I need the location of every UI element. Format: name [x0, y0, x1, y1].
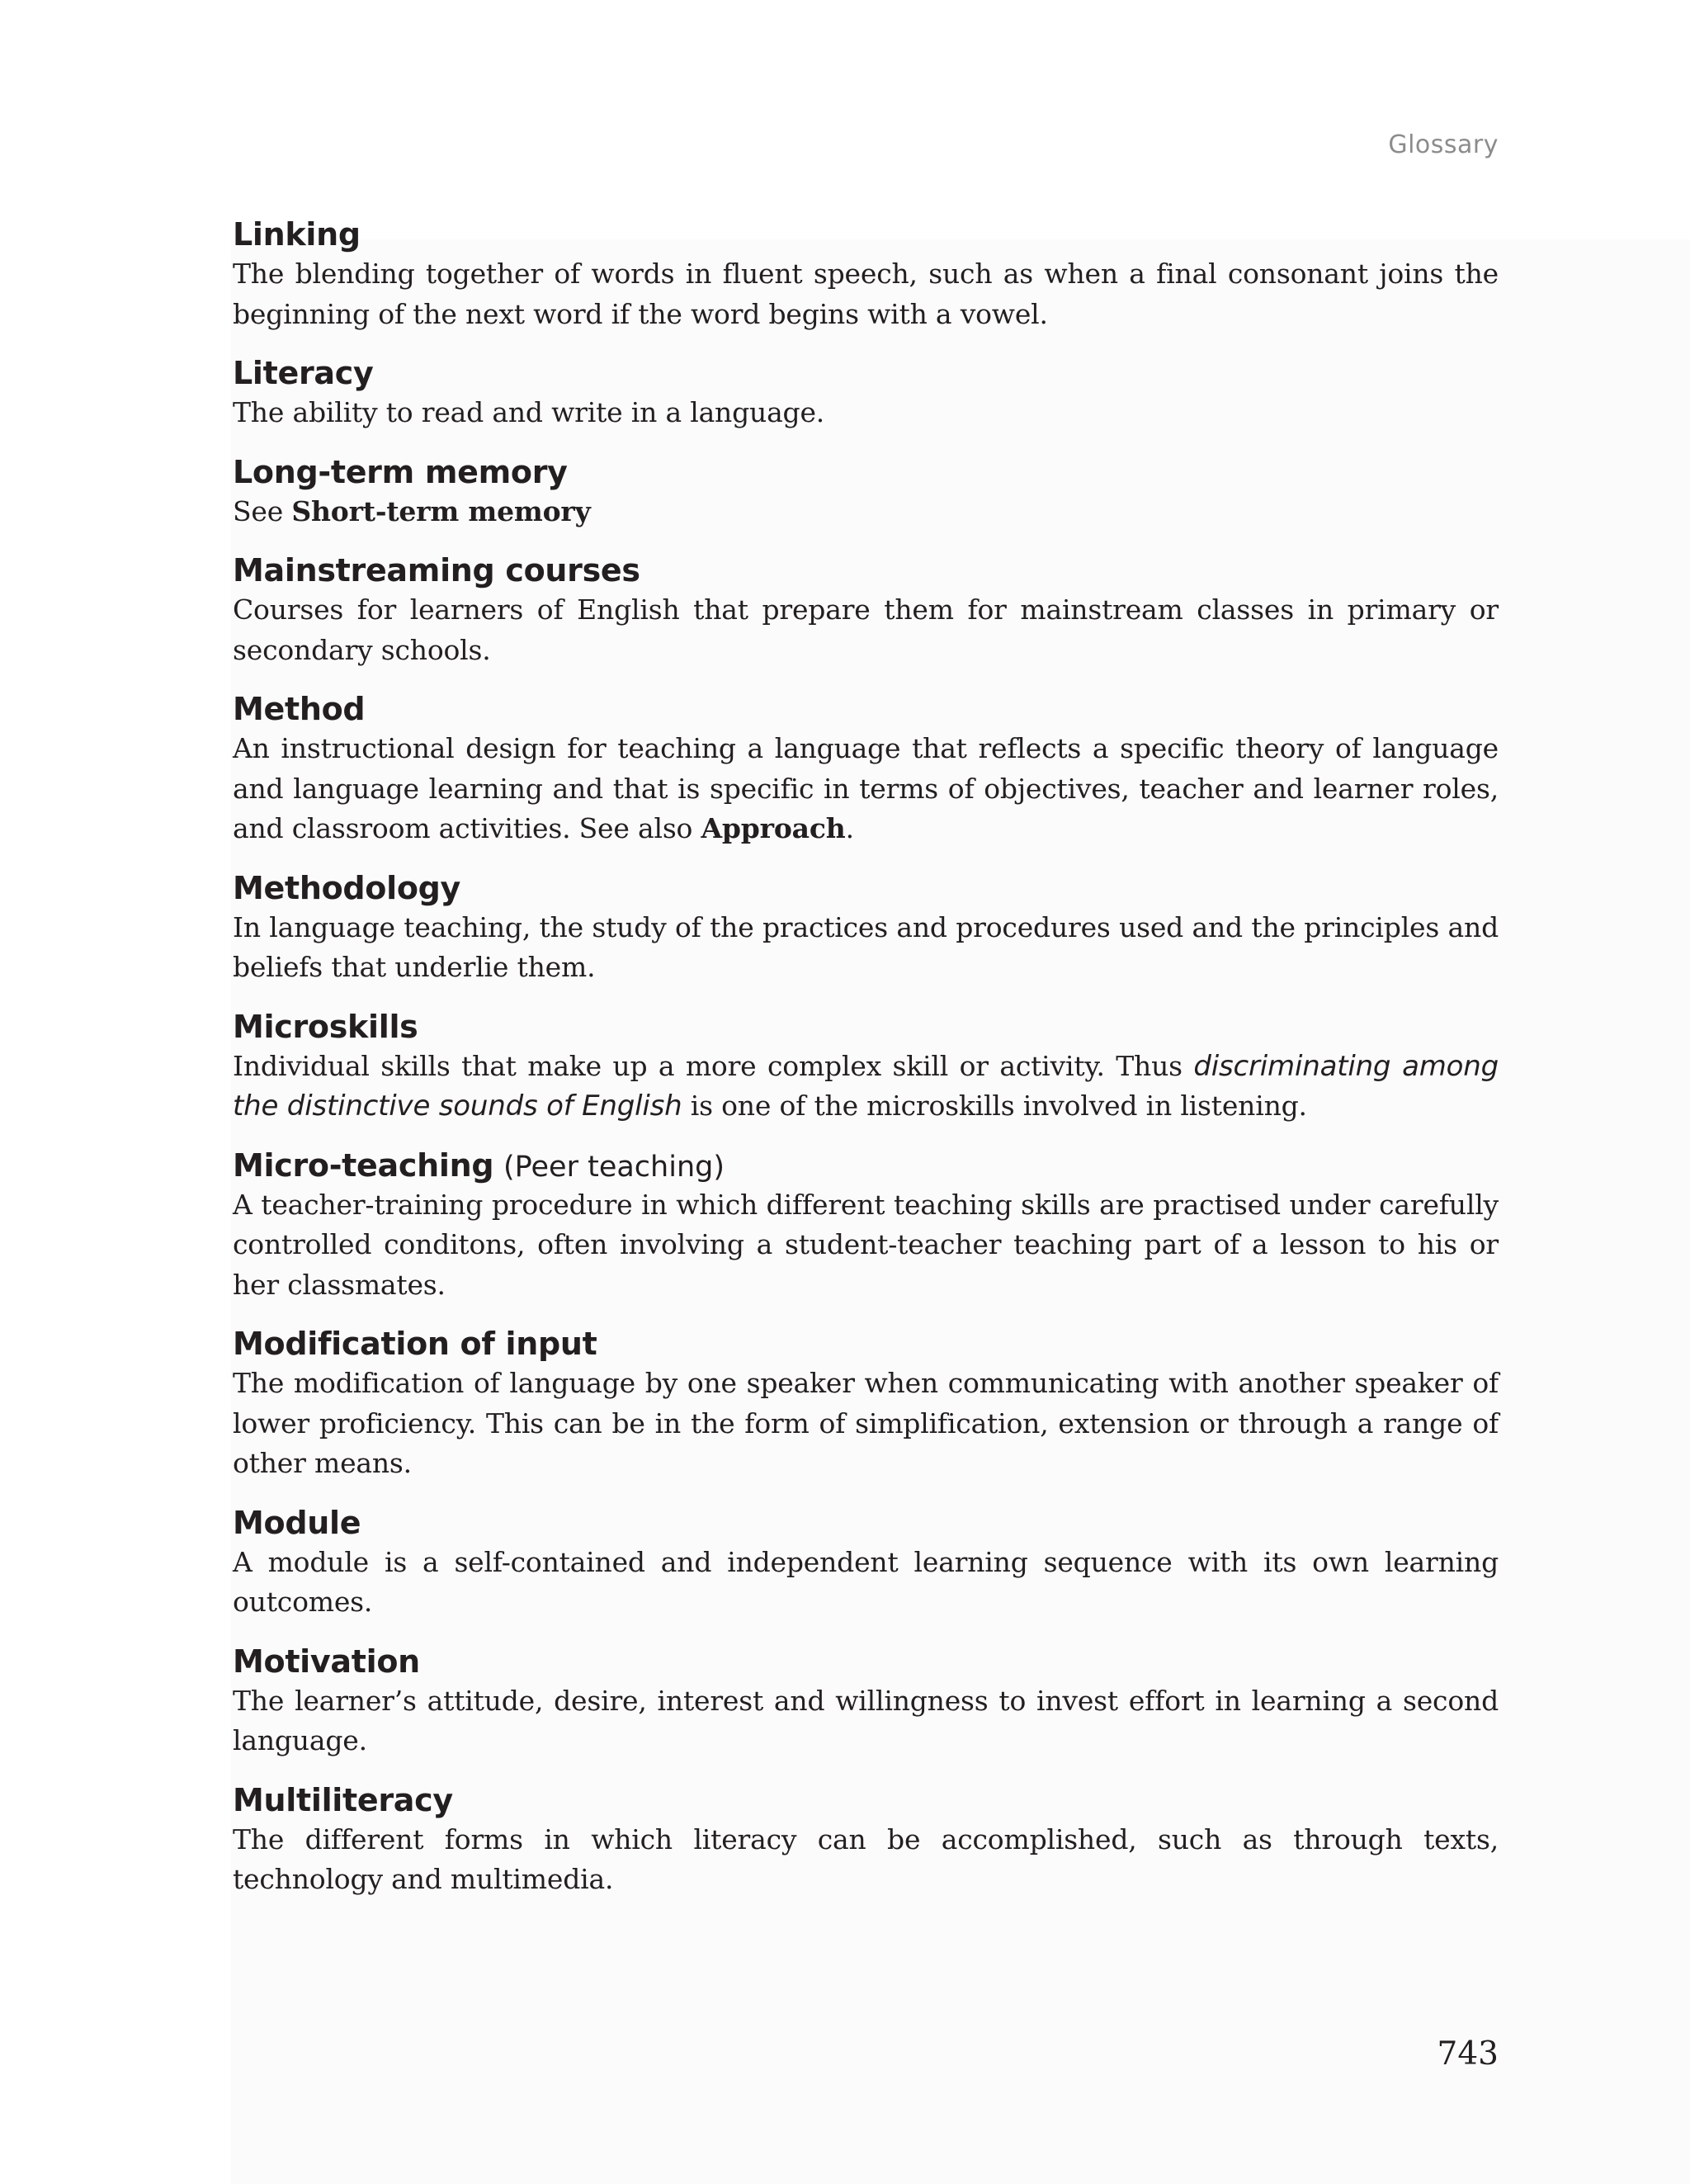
glossary-entry-long-term-memory — [233, 452, 1499, 532]
entry-term-line — [233, 215, 1499, 254]
glossary-list — [233, 215, 1499, 1919]
glossary-entry-microskills — [233, 1007, 1499, 1127]
entry-term: Module — [233, 1504, 361, 1541]
definition-text: See — [233, 494, 292, 527]
entry-term-line — [233, 452, 1499, 492]
entry-term: Linking — [233, 216, 361, 253]
entry-definition — [233, 492, 1499, 532]
entry-definition: The different forms in which literacy can be accomplished, such as through texts, technology and multimedia. — [233, 1822, 1499, 1895]
entry-definition: A module is a self-contained and independent learning sequence with its own learning outcomes. — [233, 1545, 1499, 1618]
cross-reference-link: Approach — [701, 812, 846, 844]
entry-term-line — [233, 868, 1499, 908]
glossary-entry-micro-teaching — [233, 1146, 1499, 1306]
glossary-entry-methodology — [233, 868, 1499, 988]
entry-definition: Courses for learners of English that prepare them for mainstream classes in primary or secondary schools. — [233, 593, 1499, 666]
entry-term-line — [233, 551, 1499, 590]
entry-definition: The ability to read and write in a language. — [233, 396, 825, 428]
definition-text: . — [845, 812, 854, 844]
entry-term-alternate: (Peer teaching) — [503, 1150, 725, 1184]
entry-term: Methodology — [233, 869, 461, 906]
page-number: 743 — [1437, 2035, 1499, 2073]
entry-definition — [233, 1047, 1499, 1127]
entry-definition: A teacher-training procedure in which different teaching skills are practised under carefully controlled conditons, often involving a student-teacher teaching part of a lesson to his or her classmates. — [233, 1188, 1499, 1301]
entry-term: Modification of input — [233, 1326, 597, 1362]
entry-term: Microskills — [233, 1008, 418, 1045]
entry-term-line — [233, 1146, 1499, 1185]
entry-definition: The modification of language by one speaker when communicating with another speaker of lower proficiency. This can be in the form of simplification, extension or through a range of other means. — [233, 1367, 1499, 1479]
entry-term-line — [233, 689, 1499, 729]
entry-definition — [233, 729, 1499, 849]
entry-term-line — [233, 1324, 1499, 1364]
glossary-entry-modification-of-input — [233, 1324, 1499, 1484]
glossary-entry-linking — [233, 215, 1499, 334]
entry-term: Motivation — [233, 1643, 420, 1680]
entry-term-line — [233, 1007, 1499, 1047]
definition-example: discriminating among the distinctive sounds of English — [233, 1049, 1499, 1123]
glossary-entry-motivation — [233, 1642, 1499, 1761]
entry-term-line — [233, 1780, 1499, 1820]
entry-term: Multiliteracy — [233, 1781, 453, 1818]
glossary-entry-module — [233, 1503, 1499, 1623]
entry-term: Long-term memory — [233, 453, 568, 490]
glossary-entry-literacy — [233, 353, 1499, 433]
entry-term: Literacy — [233, 355, 374, 391]
entry-term: Method — [233, 691, 366, 727]
entry-term: Mainstreaming courses — [233, 552, 640, 589]
glossary-entry-multiliteracy — [233, 1780, 1499, 1900]
cross-reference-link: Short-term memory — [291, 494, 591, 527]
glossary-entry-method — [233, 689, 1499, 849]
entry-definition: In language teaching, the study of the practices and procedures used and the principles and beliefs that underlie them. — [233, 910, 1499, 983]
running-head: Glossary — [1388, 130, 1499, 159]
entry-term-line — [233, 353, 1499, 393]
entry-term-line — [233, 1642, 1499, 1681]
glossary-entry-mainstreaming-courses — [233, 551, 1499, 670]
entry-definition: The learner’s attitude, desire, interest and willingness to invest effort in learning a second language. — [233, 1684, 1499, 1756]
definition-text: Individual skills that make up a more complex skill or activity. Thus — [233, 1049, 1194, 1082]
entry-term: Micro-teaching — [233, 1146, 494, 1184]
definition-text: is one of the microskills involved in listening. — [682, 1090, 1307, 1122]
entry-definition: The blending together of words in fluent speech, such as when a final consonant joins the beginning of the next word if the word begins with a vowel. — [233, 258, 1499, 330]
entry-term-line — [233, 1503, 1499, 1543]
definition-text: An instructional design for teaching a language that reflects a specific theory of language and language learning and that is specific in terms of objectives, teacher and learner roles, and classroom activities. See also — [233, 732, 1499, 844]
